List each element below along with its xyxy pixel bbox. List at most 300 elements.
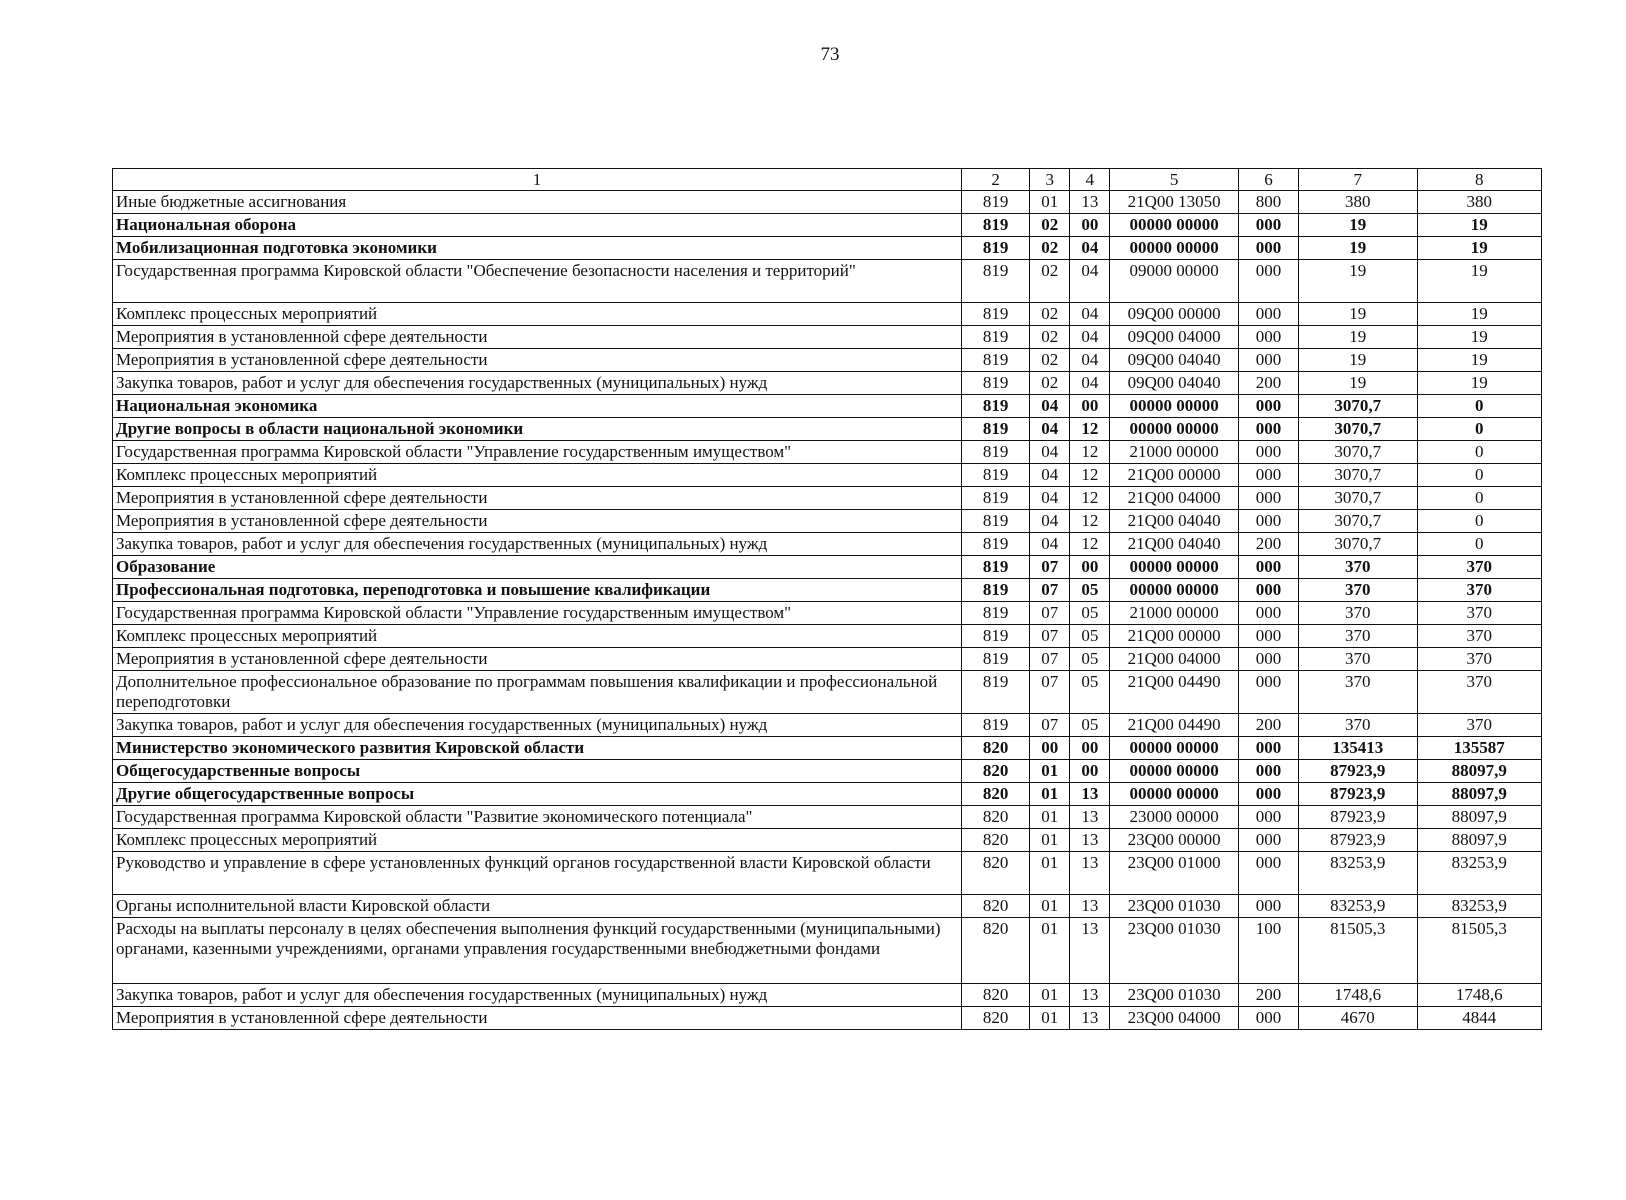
row-name-cell: Государственная программа Кировской области "Развитие экономического потенциала" bbox=[113, 806, 962, 829]
section-cell: 00 bbox=[1030, 737, 1070, 760]
administrator-code-cell: 819 bbox=[961, 510, 1029, 533]
expense-type-cell: 200 bbox=[1238, 714, 1298, 737]
amount-2024-cell: 3070,7 bbox=[1299, 395, 1417, 418]
amount-2024-cell: 19 bbox=[1299, 372, 1417, 395]
administrator-code-cell: 819 bbox=[961, 671, 1029, 714]
amount-2025-cell: 19 bbox=[1417, 372, 1542, 395]
target-article-cell: 21Q00 13050 bbox=[1110, 191, 1238, 214]
amount-2025-cell: 370 bbox=[1417, 671, 1542, 714]
subsection-cell: 05 bbox=[1070, 579, 1110, 602]
amount-2025-cell: 0 bbox=[1417, 533, 1542, 556]
table-row bbox=[113, 556, 1542, 579]
target-article-cell: 21Q00 04490 bbox=[1110, 714, 1238, 737]
amount-2025-cell: 4844 bbox=[1417, 1007, 1542, 1030]
amount-2024-cell: 19 bbox=[1299, 326, 1417, 349]
expense-type-cell: 000 bbox=[1238, 441, 1298, 464]
target-article-cell: 21Q00 04000 bbox=[1110, 648, 1238, 671]
amount-2024-cell: 81505,3 bbox=[1299, 918, 1417, 984]
table-row bbox=[113, 510, 1542, 533]
section-cell: 02 bbox=[1030, 326, 1070, 349]
table-row bbox=[113, 303, 1542, 326]
row-name-cell: Мероприятия в установленной сфере деятельности bbox=[113, 326, 962, 349]
target-article-cell: 21000 00000 bbox=[1110, 602, 1238, 625]
amount-2024-cell: 3070,7 bbox=[1299, 487, 1417, 510]
row-name-cell: Расходы на выплаты персоналу в целях обеспечения выполнения функций государственными (муниципальными) органами, казенными учреждениями, органами управления государственными внебюджетными фондами bbox=[113, 918, 962, 984]
section-cell: 07 bbox=[1030, 556, 1070, 579]
amount-2024-cell: 370 bbox=[1299, 556, 1417, 579]
table-row bbox=[113, 579, 1542, 602]
amount-2024-cell: 87923,9 bbox=[1299, 760, 1417, 783]
target-article-cell: 09Q00 04040 bbox=[1110, 372, 1238, 395]
expense-type-cell: 000 bbox=[1238, 829, 1298, 852]
subsection-cell: 13 bbox=[1070, 806, 1110, 829]
table-body bbox=[113, 191, 1542, 1030]
table-row bbox=[113, 1007, 1542, 1030]
expense-type-cell: 000 bbox=[1238, 579, 1298, 602]
amount-2024-cell: 135413 bbox=[1299, 737, 1417, 760]
column-header: 1 bbox=[113, 169, 962, 191]
section-cell: 01 bbox=[1030, 806, 1070, 829]
expense-type-cell: 200 bbox=[1238, 533, 1298, 556]
administrator-code-cell: 819 bbox=[961, 625, 1029, 648]
row-name-cell: Другие общегосударственные вопросы bbox=[113, 783, 962, 806]
target-article-cell: 00000 00000 bbox=[1110, 737, 1238, 760]
amount-2025-cell: 0 bbox=[1417, 418, 1542, 441]
expense-type-cell: 000 bbox=[1238, 418, 1298, 441]
amount-2024-cell: 1748,6 bbox=[1299, 984, 1417, 1007]
administrator-code-cell: 819 bbox=[961, 237, 1029, 260]
target-article-cell: 21Q00 04040 bbox=[1110, 510, 1238, 533]
amount-2024-cell: 83253,9 bbox=[1299, 852, 1417, 895]
subsection-cell: 12 bbox=[1070, 418, 1110, 441]
amount-2025-cell: 88097,9 bbox=[1417, 760, 1542, 783]
section-cell: 07 bbox=[1030, 579, 1070, 602]
amount-2024-cell: 4670 bbox=[1299, 1007, 1417, 1030]
subsection-cell: 00 bbox=[1070, 760, 1110, 783]
expense-type-cell: 000 bbox=[1238, 349, 1298, 372]
column-header: 8 bbox=[1417, 169, 1542, 191]
subsection-cell: 00 bbox=[1070, 214, 1110, 237]
amount-2025-cell: 380 bbox=[1417, 191, 1542, 214]
section-cell: 02 bbox=[1030, 237, 1070, 260]
section-cell: 04 bbox=[1030, 510, 1070, 533]
administrator-code-cell: 820 bbox=[961, 737, 1029, 760]
table-row bbox=[113, 441, 1542, 464]
expense-type-cell: 000 bbox=[1238, 395, 1298, 418]
expense-type-cell: 000 bbox=[1238, 214, 1298, 237]
amount-2024-cell: 370 bbox=[1299, 648, 1417, 671]
row-name-cell: Закупка товаров, работ и услуг для обеспечения государственных (муниципальных) нужд bbox=[113, 372, 962, 395]
amount-2024-cell: 87923,9 bbox=[1299, 783, 1417, 806]
expense-type-cell: 000 bbox=[1238, 326, 1298, 349]
amount-2024-cell: 370 bbox=[1299, 671, 1417, 714]
amount-2025-cell: 135587 bbox=[1417, 737, 1542, 760]
column-header: 4 bbox=[1070, 169, 1110, 191]
administrator-code-cell: 820 bbox=[961, 1007, 1029, 1030]
subsection-cell: 13 bbox=[1070, 918, 1110, 984]
amount-2025-cell: 19 bbox=[1417, 214, 1542, 237]
expense-type-cell: 000 bbox=[1238, 556, 1298, 579]
section-cell: 07 bbox=[1030, 648, 1070, 671]
table-row bbox=[113, 760, 1542, 783]
target-article-cell: 00000 00000 bbox=[1110, 579, 1238, 602]
subsection-cell: 00 bbox=[1070, 395, 1110, 418]
amount-2025-cell: 88097,9 bbox=[1417, 783, 1542, 806]
section-cell: 01 bbox=[1030, 829, 1070, 852]
amount-2025-cell: 370 bbox=[1417, 648, 1542, 671]
amount-2025-cell: 88097,9 bbox=[1417, 829, 1542, 852]
amount-2025-cell: 81505,3 bbox=[1417, 918, 1542, 984]
column-header: 7 bbox=[1299, 169, 1417, 191]
subsection-cell: 12 bbox=[1070, 510, 1110, 533]
section-cell: 01 bbox=[1030, 760, 1070, 783]
section-cell: 02 bbox=[1030, 349, 1070, 372]
row-name-cell: Другие вопросы в области национальной экономики bbox=[113, 418, 962, 441]
administrator-code-cell: 820 bbox=[961, 783, 1029, 806]
administrator-code-cell: 819 bbox=[961, 372, 1029, 395]
row-name-cell: Мероприятия в установленной сфере деятельности bbox=[113, 487, 962, 510]
section-cell: 04 bbox=[1030, 533, 1070, 556]
amount-2024-cell: 3070,7 bbox=[1299, 533, 1417, 556]
subsection-cell: 12 bbox=[1070, 441, 1110, 464]
amount-2025-cell: 19 bbox=[1417, 326, 1542, 349]
section-cell: 07 bbox=[1030, 602, 1070, 625]
amount-2024-cell: 19 bbox=[1299, 214, 1417, 237]
section-cell: 01 bbox=[1030, 783, 1070, 806]
table-row bbox=[113, 260, 1542, 303]
table-row bbox=[113, 237, 1542, 260]
subsection-cell: 12 bbox=[1070, 487, 1110, 510]
table-row bbox=[113, 806, 1542, 829]
amount-2024-cell: 19 bbox=[1299, 260, 1417, 303]
table-row bbox=[113, 395, 1542, 418]
row-name-cell: Общегосударственные вопросы bbox=[113, 760, 962, 783]
table-row bbox=[113, 602, 1542, 625]
administrator-code-cell: 819 bbox=[961, 648, 1029, 671]
administrator-code-cell: 819 bbox=[961, 349, 1029, 372]
amount-2024-cell: 3070,7 bbox=[1299, 441, 1417, 464]
amount-2025-cell: 19 bbox=[1417, 349, 1542, 372]
administrator-code-cell: 819 bbox=[961, 395, 1029, 418]
row-name-cell: Образование bbox=[113, 556, 962, 579]
row-name-cell: Мероприятия в установленной сфере деятельности bbox=[113, 510, 962, 533]
target-article-cell: 00000 00000 bbox=[1110, 418, 1238, 441]
row-name-cell: Национальная оборона bbox=[113, 214, 962, 237]
row-name-cell: Государственная программа Кировской области "Обеспечение безопасности населения и территорий" bbox=[113, 260, 962, 303]
section-cell: 02 bbox=[1030, 303, 1070, 326]
amount-2025-cell: 370 bbox=[1417, 714, 1542, 737]
subsection-cell: 13 bbox=[1070, 895, 1110, 918]
administrator-code-cell: 819 bbox=[961, 602, 1029, 625]
row-name-cell: Профессиональная подготовка, переподготовка и повышение квалификации bbox=[113, 579, 962, 602]
administrator-code-cell: 820 bbox=[961, 852, 1029, 895]
expense-type-cell: 000 bbox=[1238, 806, 1298, 829]
amount-2024-cell: 380 bbox=[1299, 191, 1417, 214]
row-name-cell: Иные бюджетные ассигнования bbox=[113, 191, 962, 214]
amount-2025-cell: 0 bbox=[1417, 441, 1542, 464]
administrator-code-cell: 819 bbox=[961, 441, 1029, 464]
amount-2024-cell: 370 bbox=[1299, 714, 1417, 737]
table-row bbox=[113, 984, 1542, 1007]
row-name-cell: Государственная программа Кировской области "Управление государственным имуществом" bbox=[113, 602, 962, 625]
section-cell: 04 bbox=[1030, 441, 1070, 464]
amount-2025-cell: 19 bbox=[1417, 237, 1542, 260]
administrator-code-cell: 819 bbox=[961, 214, 1029, 237]
row-name-cell: Мероприятия в установленной сфере деятельности bbox=[113, 1007, 962, 1030]
table-row bbox=[113, 326, 1542, 349]
section-cell: 04 bbox=[1030, 418, 1070, 441]
target-article-cell: 21Q00 04000 bbox=[1110, 487, 1238, 510]
column-header: 3 bbox=[1030, 169, 1070, 191]
table-row bbox=[113, 533, 1542, 556]
target-article-cell: 00000 00000 bbox=[1110, 214, 1238, 237]
amount-2024-cell: 3070,7 bbox=[1299, 510, 1417, 533]
target-article-cell: 00000 00000 bbox=[1110, 395, 1238, 418]
administrator-code-cell: 819 bbox=[961, 533, 1029, 556]
table-row bbox=[113, 714, 1542, 737]
subsection-cell: 04 bbox=[1070, 349, 1110, 372]
table-row bbox=[113, 895, 1542, 918]
administrator-code-cell: 819 bbox=[961, 464, 1029, 487]
amount-2024-cell: 3070,7 bbox=[1299, 418, 1417, 441]
section-cell: 02 bbox=[1030, 260, 1070, 303]
amount-2024-cell: 3070,7 bbox=[1299, 464, 1417, 487]
amount-2025-cell: 0 bbox=[1417, 510, 1542, 533]
administrator-code-cell: 819 bbox=[961, 714, 1029, 737]
target-article-cell: 21Q00 04490 bbox=[1110, 671, 1238, 714]
table-row bbox=[113, 487, 1542, 510]
subsection-cell: 05 bbox=[1070, 602, 1110, 625]
administrator-code-cell: 820 bbox=[961, 895, 1029, 918]
table-row bbox=[113, 191, 1542, 214]
subsection-cell: 05 bbox=[1070, 671, 1110, 714]
expense-type-cell: 000 bbox=[1238, 602, 1298, 625]
row-name-cell: Мероприятия в установленной сфере деятельности bbox=[113, 349, 962, 372]
section-cell: 02 bbox=[1030, 214, 1070, 237]
amount-2024-cell: 19 bbox=[1299, 303, 1417, 326]
administrator-code-cell: 820 bbox=[961, 984, 1029, 1007]
row-name-cell: Мероприятия в установленной сфере деятельности bbox=[113, 648, 962, 671]
column-header: 5 bbox=[1110, 169, 1238, 191]
amount-2024-cell: 370 bbox=[1299, 625, 1417, 648]
expense-type-cell: 000 bbox=[1238, 1007, 1298, 1030]
column-header: 2 bbox=[961, 169, 1029, 191]
expense-type-cell: 200 bbox=[1238, 984, 1298, 1007]
target-article-cell: 09Q00 04040 bbox=[1110, 349, 1238, 372]
target-article-cell: 23000 00000 bbox=[1110, 806, 1238, 829]
target-article-cell: 21Q00 00000 bbox=[1110, 625, 1238, 648]
subsection-cell: 13 bbox=[1070, 852, 1110, 895]
expense-type-cell: 000 bbox=[1238, 487, 1298, 510]
section-cell: 04 bbox=[1030, 464, 1070, 487]
subsection-cell: 00 bbox=[1070, 556, 1110, 579]
subsection-cell: 04 bbox=[1070, 326, 1110, 349]
expense-type-cell: 000 bbox=[1238, 260, 1298, 303]
expense-type-cell: 200 bbox=[1238, 372, 1298, 395]
table-row bbox=[113, 852, 1542, 895]
expense-type-cell: 100 bbox=[1238, 918, 1298, 984]
section-cell: 01 bbox=[1030, 1007, 1070, 1030]
table-row bbox=[113, 829, 1542, 852]
amount-2025-cell: 1748,6 bbox=[1417, 984, 1542, 1007]
table-row bbox=[113, 671, 1542, 714]
amount-2025-cell: 0 bbox=[1417, 464, 1542, 487]
amount-2024-cell: 370 bbox=[1299, 579, 1417, 602]
amount-2025-cell: 370 bbox=[1417, 556, 1542, 579]
expense-type-cell: 000 bbox=[1238, 671, 1298, 714]
amount-2025-cell: 0 bbox=[1417, 487, 1542, 510]
amount-2025-cell: 19 bbox=[1417, 303, 1542, 326]
subsection-cell: 05 bbox=[1070, 625, 1110, 648]
expense-type-cell: 000 bbox=[1238, 783, 1298, 806]
expense-type-cell: 000 bbox=[1238, 303, 1298, 326]
target-article-cell: 23Q00 00000 bbox=[1110, 829, 1238, 852]
table-row bbox=[113, 372, 1542, 395]
section-cell: 02 bbox=[1030, 372, 1070, 395]
expense-type-cell: 000 bbox=[1238, 464, 1298, 487]
row-name-cell: Комплекс процессных мероприятий bbox=[113, 829, 962, 852]
amount-2024-cell: 87923,9 bbox=[1299, 806, 1417, 829]
target-article-cell: 23Q00 01000 bbox=[1110, 852, 1238, 895]
amount-2025-cell: 0 bbox=[1417, 395, 1542, 418]
expense-type-cell: 800 bbox=[1238, 191, 1298, 214]
subsection-cell: 13 bbox=[1070, 829, 1110, 852]
row-name-cell: Руководство и управление в сфере установленных функций органов государственной власти Кировской области bbox=[113, 852, 962, 895]
amount-2024-cell: 87923,9 bbox=[1299, 829, 1417, 852]
administrator-code-cell: 819 bbox=[961, 418, 1029, 441]
administrator-code-cell: 819 bbox=[961, 556, 1029, 579]
target-article-cell: 23Q00 04000 bbox=[1110, 1007, 1238, 1030]
subsection-cell: 05 bbox=[1070, 714, 1110, 737]
amount-2024-cell: 19 bbox=[1299, 237, 1417, 260]
table-row bbox=[113, 625, 1542, 648]
subsection-cell: 04 bbox=[1070, 372, 1110, 395]
amount-2025-cell: 370 bbox=[1417, 579, 1542, 602]
table-row bbox=[113, 418, 1542, 441]
expense-type-cell: 000 bbox=[1238, 852, 1298, 895]
section-cell: 01 bbox=[1030, 852, 1070, 895]
expense-type-cell: 000 bbox=[1238, 895, 1298, 918]
section-cell: 01 bbox=[1030, 918, 1070, 984]
administrator-code-cell: 820 bbox=[961, 829, 1029, 852]
expense-type-cell: 000 bbox=[1238, 510, 1298, 533]
subsection-cell: 12 bbox=[1070, 533, 1110, 556]
section-cell: 01 bbox=[1030, 984, 1070, 1007]
amount-2025-cell: 370 bbox=[1417, 625, 1542, 648]
row-name-cell: Органы исполнительной власти Кировской области bbox=[113, 895, 962, 918]
expense-type-cell: 000 bbox=[1238, 648, 1298, 671]
subsection-cell: 04 bbox=[1070, 303, 1110, 326]
row-name-cell: Комплекс процессных мероприятий bbox=[113, 625, 962, 648]
administrator-code-cell: 819 bbox=[961, 487, 1029, 510]
amount-2025-cell: 88097,9 bbox=[1417, 806, 1542, 829]
row-name-cell: Дополнительное профессиональное образование по программам повышения квалификации и профессиональной переподготовки bbox=[113, 671, 962, 714]
table-row bbox=[113, 783, 1542, 806]
budget-table bbox=[112, 168, 1542, 1030]
table-row bbox=[113, 648, 1542, 671]
expense-type-cell: 000 bbox=[1238, 760, 1298, 783]
administrator-code-cell: 820 bbox=[961, 918, 1029, 984]
target-article-cell: 00000 00000 bbox=[1110, 760, 1238, 783]
administrator-code-cell: 819 bbox=[961, 260, 1029, 303]
subsection-cell: 13 bbox=[1070, 191, 1110, 214]
column-header: 6 bbox=[1238, 169, 1298, 191]
page-number: 73 bbox=[820, 44, 840, 65]
target-article-cell: 00000 00000 bbox=[1110, 237, 1238, 260]
row-name-cell: Министерство экономического развития Кировской области bbox=[113, 737, 962, 760]
target-article-cell: 21000 00000 bbox=[1110, 441, 1238, 464]
target-article-cell: 00000 00000 bbox=[1110, 556, 1238, 579]
section-cell: 07 bbox=[1030, 625, 1070, 648]
administrator-code-cell: 819 bbox=[961, 579, 1029, 602]
subsection-cell: 00 bbox=[1070, 737, 1110, 760]
subsection-cell: 04 bbox=[1070, 260, 1110, 303]
subsection-cell: 12 bbox=[1070, 464, 1110, 487]
amount-2025-cell: 83253,9 bbox=[1417, 852, 1542, 895]
section-cell: 01 bbox=[1030, 191, 1070, 214]
target-article-cell: 23Q00 01030 bbox=[1110, 918, 1238, 984]
amount-2024-cell: 370 bbox=[1299, 602, 1417, 625]
row-name-cell: Национальная экономика bbox=[113, 395, 962, 418]
expense-type-cell: 000 bbox=[1238, 625, 1298, 648]
amount-2024-cell: 19 bbox=[1299, 349, 1417, 372]
row-name-cell: Комплекс процессных мероприятий bbox=[113, 464, 962, 487]
subsection-cell: 13 bbox=[1070, 1007, 1110, 1030]
target-article-cell: 09Q00 04000 bbox=[1110, 326, 1238, 349]
target-article-cell: 00000 00000 bbox=[1110, 783, 1238, 806]
section-cell: 01 bbox=[1030, 895, 1070, 918]
subsection-cell: 13 bbox=[1070, 783, 1110, 806]
target-article-cell: 09000 00000 bbox=[1110, 260, 1238, 303]
row-name-cell: Закупка товаров, работ и услуг для обеспечения государственных (муниципальных) нужд bbox=[113, 984, 962, 1007]
row-name-cell: Государственная программа Кировской области "Управление государственным имуществом" bbox=[113, 441, 962, 464]
expense-type-cell: 000 bbox=[1238, 237, 1298, 260]
administrator-code-cell: 819 bbox=[961, 303, 1029, 326]
target-article-cell: 21Q00 00000 bbox=[1110, 464, 1238, 487]
row-name-cell: Мобилизационная подготовка экономики bbox=[113, 237, 962, 260]
row-name-cell: Закупка товаров, работ и услуг для обеспечения государственных (муниципальных) нужд bbox=[113, 533, 962, 556]
section-cell: 07 bbox=[1030, 671, 1070, 714]
table-row bbox=[113, 918, 1542, 984]
section-cell: 04 bbox=[1030, 487, 1070, 510]
table-row bbox=[113, 737, 1542, 760]
subsection-cell: 04 bbox=[1070, 237, 1110, 260]
section-cell: 04 bbox=[1030, 395, 1070, 418]
amount-2025-cell: 19 bbox=[1417, 260, 1542, 303]
administrator-code-cell: 820 bbox=[961, 806, 1029, 829]
amount-2025-cell: 83253,9 bbox=[1417, 895, 1542, 918]
table-row bbox=[113, 349, 1542, 372]
header-row bbox=[113, 169, 1542, 191]
row-name-cell: Закупка товаров, работ и услуг для обеспечения государственных (муниципальных) нужд bbox=[113, 714, 962, 737]
subsection-cell: 05 bbox=[1070, 648, 1110, 671]
target-article-cell: 09Q00 00000 bbox=[1110, 303, 1238, 326]
subsection-cell: 13 bbox=[1070, 984, 1110, 1007]
administrator-code-cell: 819 bbox=[961, 191, 1029, 214]
section-cell: 07 bbox=[1030, 714, 1070, 737]
target-article-cell: 23Q00 01030 bbox=[1110, 984, 1238, 1007]
expense-type-cell: 000 bbox=[1238, 737, 1298, 760]
administrator-code-cell: 820 bbox=[961, 760, 1029, 783]
row-name-cell: Комплекс процессных мероприятий bbox=[113, 303, 962, 326]
amount-2024-cell: 83253,9 bbox=[1299, 895, 1417, 918]
target-article-cell: 21Q00 04040 bbox=[1110, 533, 1238, 556]
amount-2025-cell: 370 bbox=[1417, 602, 1542, 625]
administrator-code-cell: 819 bbox=[961, 326, 1029, 349]
table-row bbox=[113, 464, 1542, 487]
table-row bbox=[113, 214, 1542, 237]
target-article-cell: 23Q00 01030 bbox=[1110, 895, 1238, 918]
